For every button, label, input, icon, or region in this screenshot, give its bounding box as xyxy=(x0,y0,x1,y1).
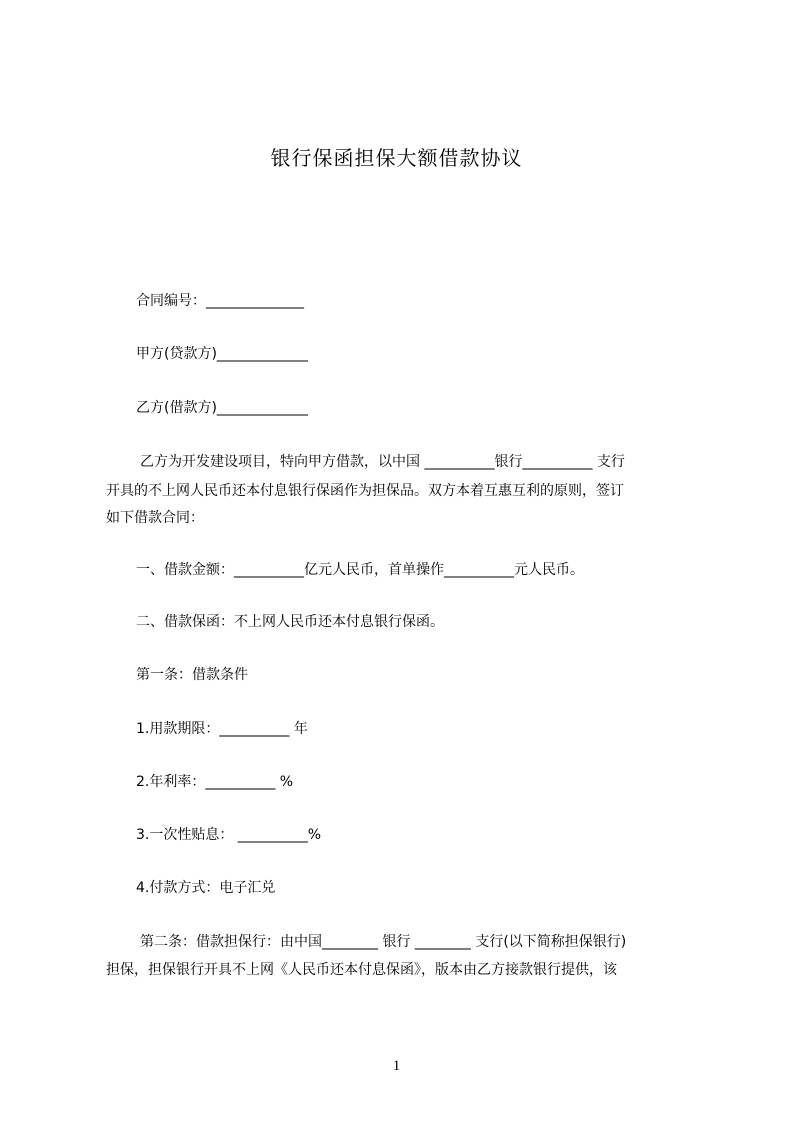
contract-number-line: 合同编号：______________ xyxy=(136,293,304,309)
intro-paragraph-line-2: 开具的不上网人民币还本付息银行保函作为担保品。双方本着互惠互利的原则，签订 xyxy=(106,483,624,499)
party-b-line: 乙方(借款方)_____________ xyxy=(136,400,308,416)
discount-line: 3.一次性贴息： __________% xyxy=(136,827,322,843)
article-2-line-1: 第二条：借款担保行：由中国________ 银行 ________ 支行(以下简称担保银行) xyxy=(140,934,627,950)
annual-rate-line: 2.年利率：__________ % xyxy=(136,774,294,790)
intro-paragraph-line-3: 如下借款合同： xyxy=(106,510,204,526)
article-1-heading: 第一条：借款条件 xyxy=(136,667,248,683)
loan-guarantee-line: 二、借款保函：不上网人民币还本付息银行保函。 xyxy=(136,614,444,630)
article-2-line-2: 担保，担保银行开具不上网《人民币还本付息保函》，版本由乙方接款银行提供，该 xyxy=(106,962,617,978)
loan-term-line: 1.用款期限：__________ 年 xyxy=(136,721,308,737)
page-number: 1 xyxy=(392,1058,401,1074)
party-a-line: 甲方(贷款方)_____________ xyxy=(136,346,308,362)
document-title: 银行保函担保大额借款协议 xyxy=(270,146,523,170)
loan-amount-line: 一、借款金额：__________亿元人民币，首单操作__________元人民币。 xyxy=(136,562,584,578)
intro-paragraph-line-1: 乙方为开发建设项目，特向甲方借款，以中国 __________银行__________ 支行 xyxy=(140,454,625,470)
payment-method-line: 4.付款方式：电子汇兑 xyxy=(136,880,276,896)
